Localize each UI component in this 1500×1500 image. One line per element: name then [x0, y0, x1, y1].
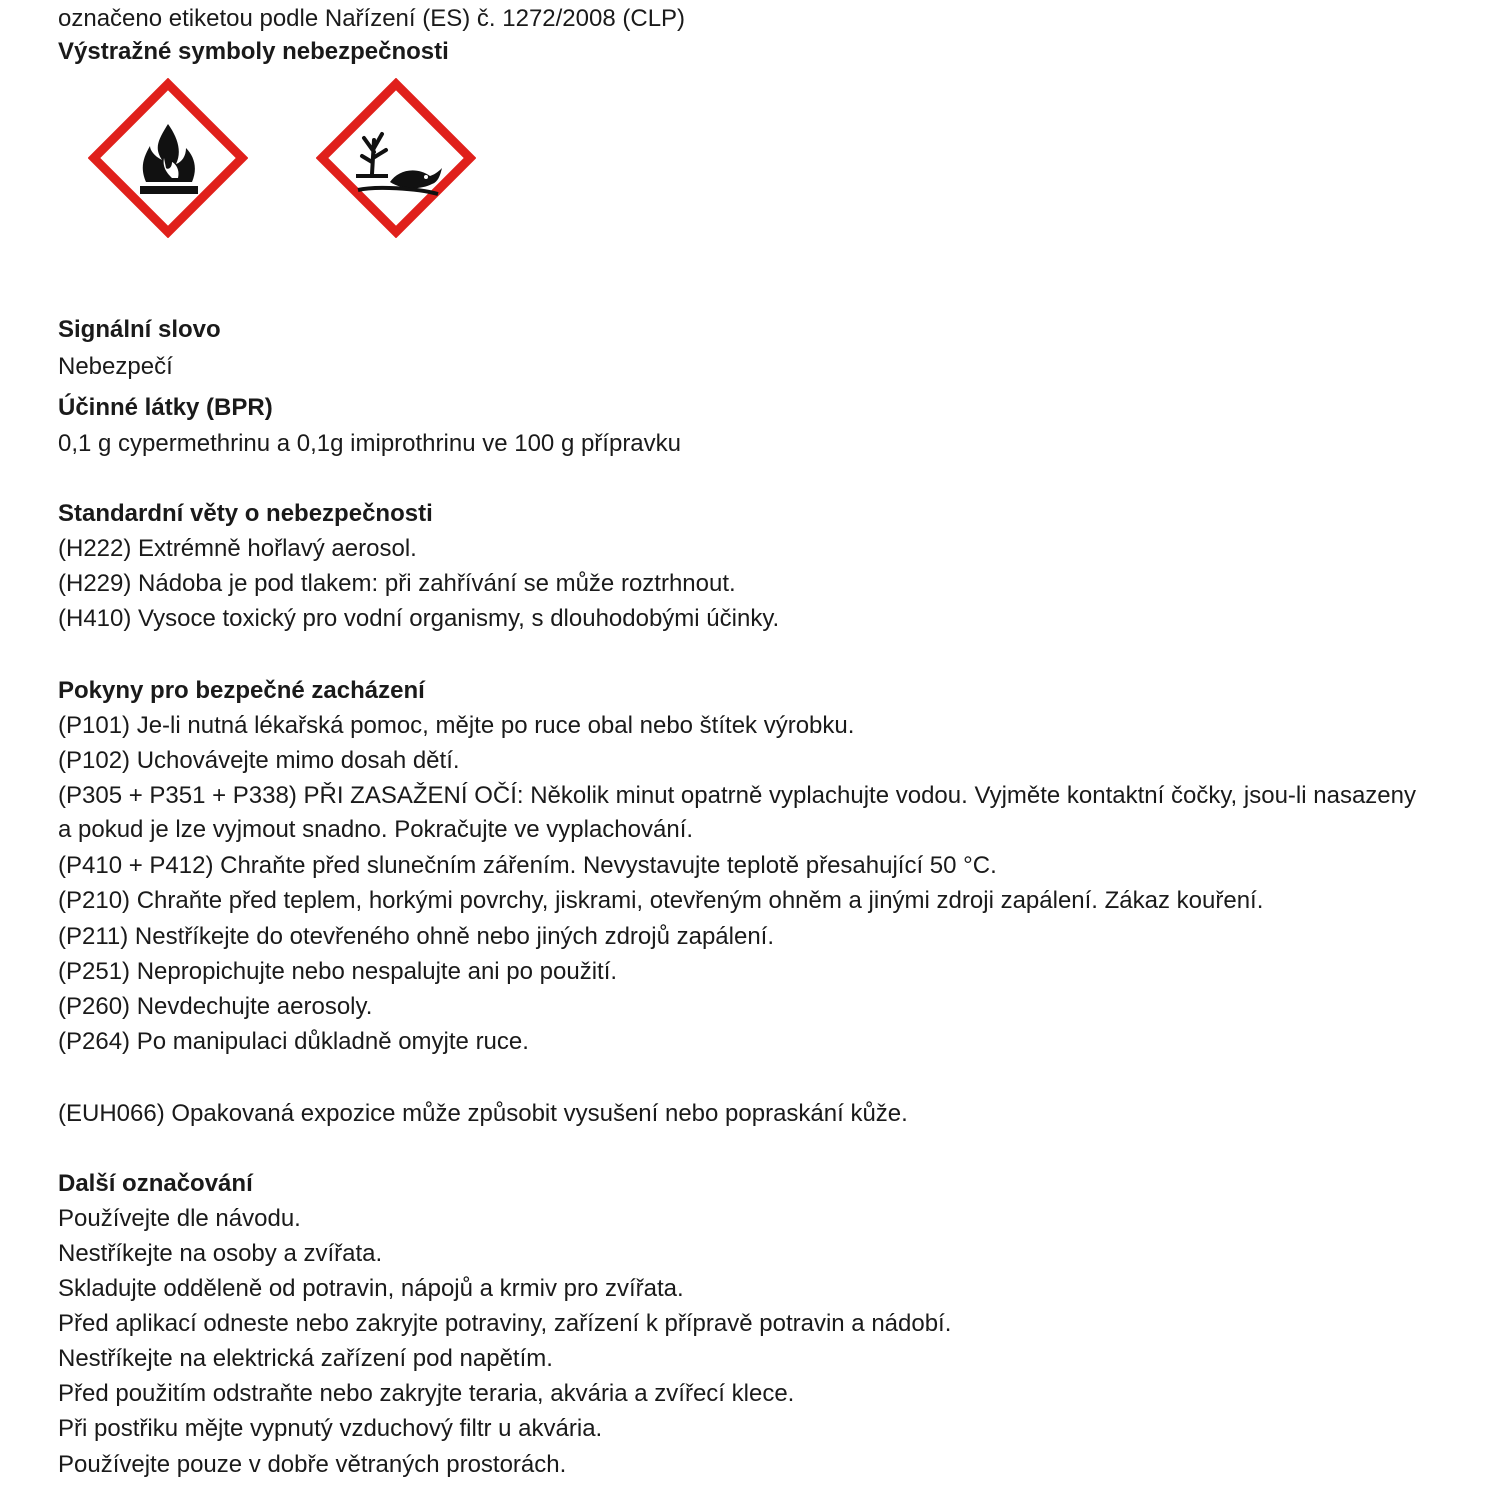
other-labelling-item: Používejte pouze v dobře větraných prostorách.: [58, 1451, 567, 1478]
hazard-statements-heading: Standardní věty o nebezpečnosti: [58, 500, 433, 527]
precautionary-statement: (P210) Chraňte před teplem, horkými povrchy, jiskrami, otevřeným ohněm a jinými zdroji zapálení. Zákaz kouření.: [58, 887, 1264, 914]
hazard-statement: (H222) Extrémně hořlavý aerosol.: [58, 535, 417, 562]
ghs09-environment-icon: [316, 78, 476, 238]
precautionary-statement: (P305 + P351 + P338) PŘI ZASAŽENÍ OČÍ: Několik minut opatrně vyplachujte vodou. Vyjměte kontaktní čočky, jsou-li nasazeny a pokud je lze vyjmout snadno. Pokračujte ve vyplachování.: [58, 782, 1416, 843]
active-substances-value: 0,1 g cypermethrinu a 0,1g imiprothrinu ve 100 g přípravku: [58, 430, 682, 457]
pictograms-heading: Výstražné symboly nebezpečnosti: [58, 38, 449, 65]
active-substances-heading: Účinné látky (BPR): [58, 394, 273, 421]
precautionary-statement: (P410 + P412) Chraňte před slunečním zářením. Nevystavujte teplotě přesahující 50 °C.: [58, 852, 997, 879]
ghs02-flame-icon: [88, 78, 248, 238]
precautionary-statement: (P211) Nestříkejte do otevřeného ohně nebo jiných zdrojů zapálení.: [58, 923, 775, 950]
hazard-statement: (H229) Nádoba je pod tlakem: při zahřívání se může roztrhnout.: [58, 570, 736, 597]
precautionary-statement: (P101) Je-li nutná lékařská pomoc, mějte po ruce obal nebo štítek výrobku.: [58, 712, 855, 739]
precautionary-statement: (P251) Nepropichujte nebo nespalujte ani po použití.: [58, 958, 618, 985]
other-labelling-item: Při postřiku mějte vypnutý vzduchový filtr u akvária.: [58, 1415, 603, 1442]
precautionary-statement: (P264) Po manipulaci důkladně omyjte ruce.: [58, 1028, 529, 1055]
signal-word-heading: Signální slovo: [58, 316, 221, 343]
clp-regulation-line: označeno etiketou podle Nařízení (ES) č. 1272/2008 (CLP): [58, 5, 686, 32]
other-labelling-heading: Další označování: [58, 1170, 253, 1197]
other-labelling-item: Nestříkejte na osoby a zvířata.: [58, 1240, 383, 1267]
other-labelling-item: Nestříkejte na elektrická zařízení pod napětím.: [58, 1345, 553, 1372]
euh-statement: (EUH066) Opakovaná expozice může způsobit vysušení nebo popraskání kůže.: [58, 1100, 908, 1127]
precautionary-statement: (P102) Uchovávejte mimo dosah dětí.: [58, 747, 460, 774]
hazard-pictograms: [88, 78, 488, 238]
other-labelling-item: Před aplikací odneste nebo zakryjte potraviny, zařízení k přípravě potravin a nádobí.: [58, 1310, 952, 1337]
precautionary-statements-heading: Pokyny pro bezpečné zacházení: [58, 677, 425, 704]
hazard-statement: (H410) Vysoce toxický pro vodní organismy, s dlouhodobými účinky.: [58, 605, 780, 632]
other-labelling-item: Používejte dle návodu.: [58, 1205, 301, 1232]
other-labelling-item: Před použitím odstraňte nebo zakryjte teraria, akvária a zvířecí klece.: [58, 1380, 795, 1407]
other-labelling-item: Skladujte odděleně od potravin, nápojů a krmiv pro zvířata.: [58, 1275, 684, 1302]
signal-word-value: Nebezpečí: [58, 353, 173, 380]
precautionary-statement: (P260) Nevdechujte aerosoly.: [58, 993, 373, 1020]
